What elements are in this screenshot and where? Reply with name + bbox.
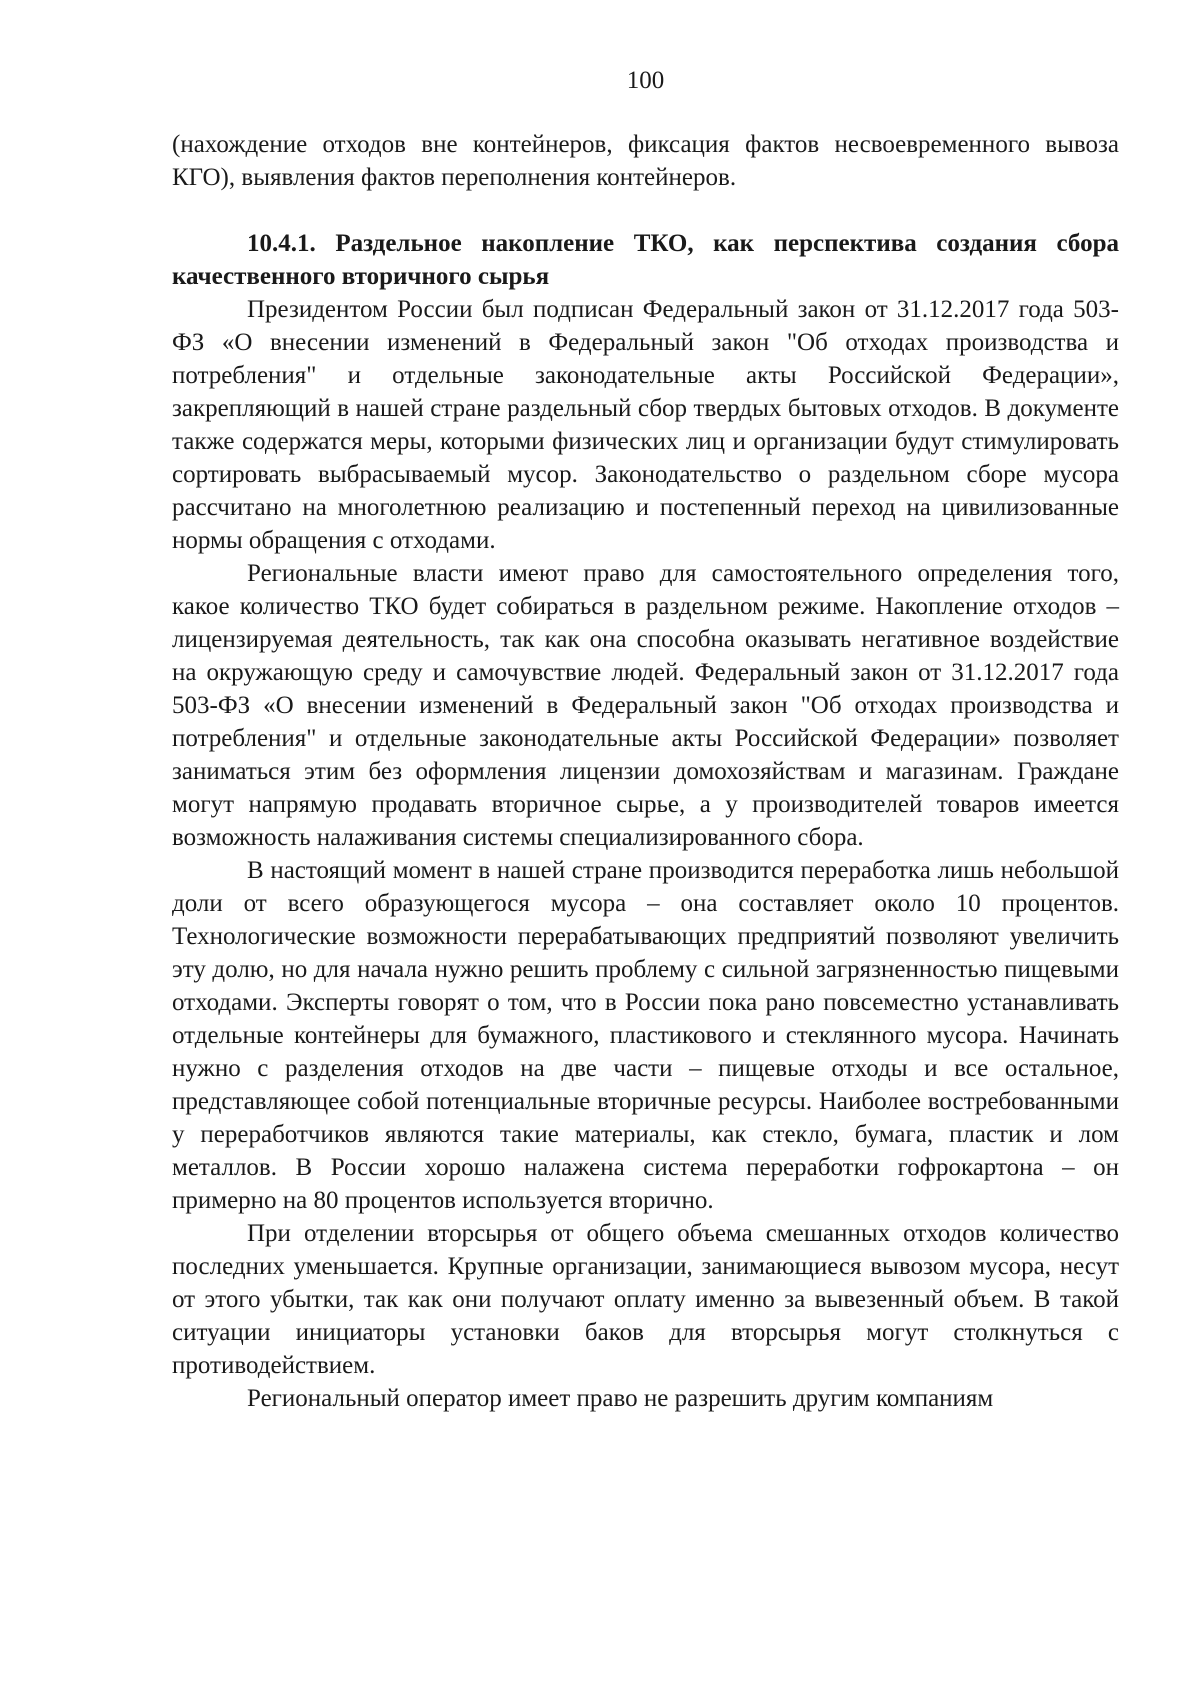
document-page <box>172 66 1119 1415</box>
paragraph-recycling-share: В настоящий момент в нашей стране производится переработка лишь небольшой доли от всего образующегося мусора – она составляет около 10 процентов. Технологические возможности перерабатывающих предприятий позволяют увеличить эту долю, но для начала нужно решить проблему с сильной загрязненностью пищевыми отходами. Эксперты говорят о том, что в России пока рано повсеместно устанавливать отдельные контейнеры для бумажного, пластикового и стеклянного мусора. Начинать нужно с разделения отходов на две части – пищевые отходы и все остальное, представляющее собой потенциальные вторичные ресурсы. Наиболее востребованными у переработчиков являются такие материалы, как стекло, бумага, пластик и лом металлов. В России хорошо налажена система переработки гофрокартона – он примерно на 80 процентов используется вторично. <box>172 857 1119 1214</box>
paragraph-federal-law: Президентом России был подписан Федеральный закон от 31.12.2017 года 503-ФЗ «О внесении изменений в Федеральный закон "Об отходах производства и потребления" и отдельные законодательные акты Российской Федерации», закрепляющий в нашей стране раздельный сбор твердых бытовых отходов. В документе также содержатся меры, которыми физических лиц и организации будут стимулировать сортировать выбрасываемый мусор. Законодательство о раздельном сборе мусора рассчитано на многолетнюю реализацию и постепенный переход на цивилизованные нормы обращения с отходами. <box>172 296 1119 554</box>
page-number: 100 <box>626 67 665 94</box>
paragraph-secondary-raw-materials: При отделении вторсырья от общего объема смешанных отходов количество последних уменьшается. Крупные организации, занимающиеся вывозом мусора, несут от этого убытки, так как они получают оплату именно за вывезенный объем. В такой ситуации инициаторы установки баков для вторсырья могут столкнуться с противодействием. <box>172 1220 1119 1379</box>
paragraph-regional-operator: Региональный оператор имеет право не разрешить другим компаниям <box>247 1385 994 1412</box>
paragraph-regional-authorities: Региональные власти имеют право для самостоятельного определения того, какое количество ТКО будет собираться в раздельном режиме. Накопление отходов – лицензируемая деятельность, так как она способна оказывать негативное воздействие на окружающую среду и самочувствие людей. Федеральный закон от 31.12.2017 года 503-ФЗ «О внесении изменений в Федеральный закон "Об отходах производства и потребления" и отдельные законодательные акты Российской Федерации» позволяет заниматься этим без оформления лицензии домохозяйствам и магазинам. Граждане могут напрямую продавать вторичное сырье, а у производителей товаров имеется возможность налаживания системы специализированного сбора. <box>172 560 1119 851</box>
section-heading: 10.4.1. Раздельное накопление ТКО, как перспектива создания сбора качественного вторичного сырья <box>172 230 1119 290</box>
paragraph-continuation: (нахождение отходов вне контейнеров, фиксация фактов несвоевременного вывоза КГО), выявления фактов переполнения контейнеров. <box>172 131 1119 191</box>
